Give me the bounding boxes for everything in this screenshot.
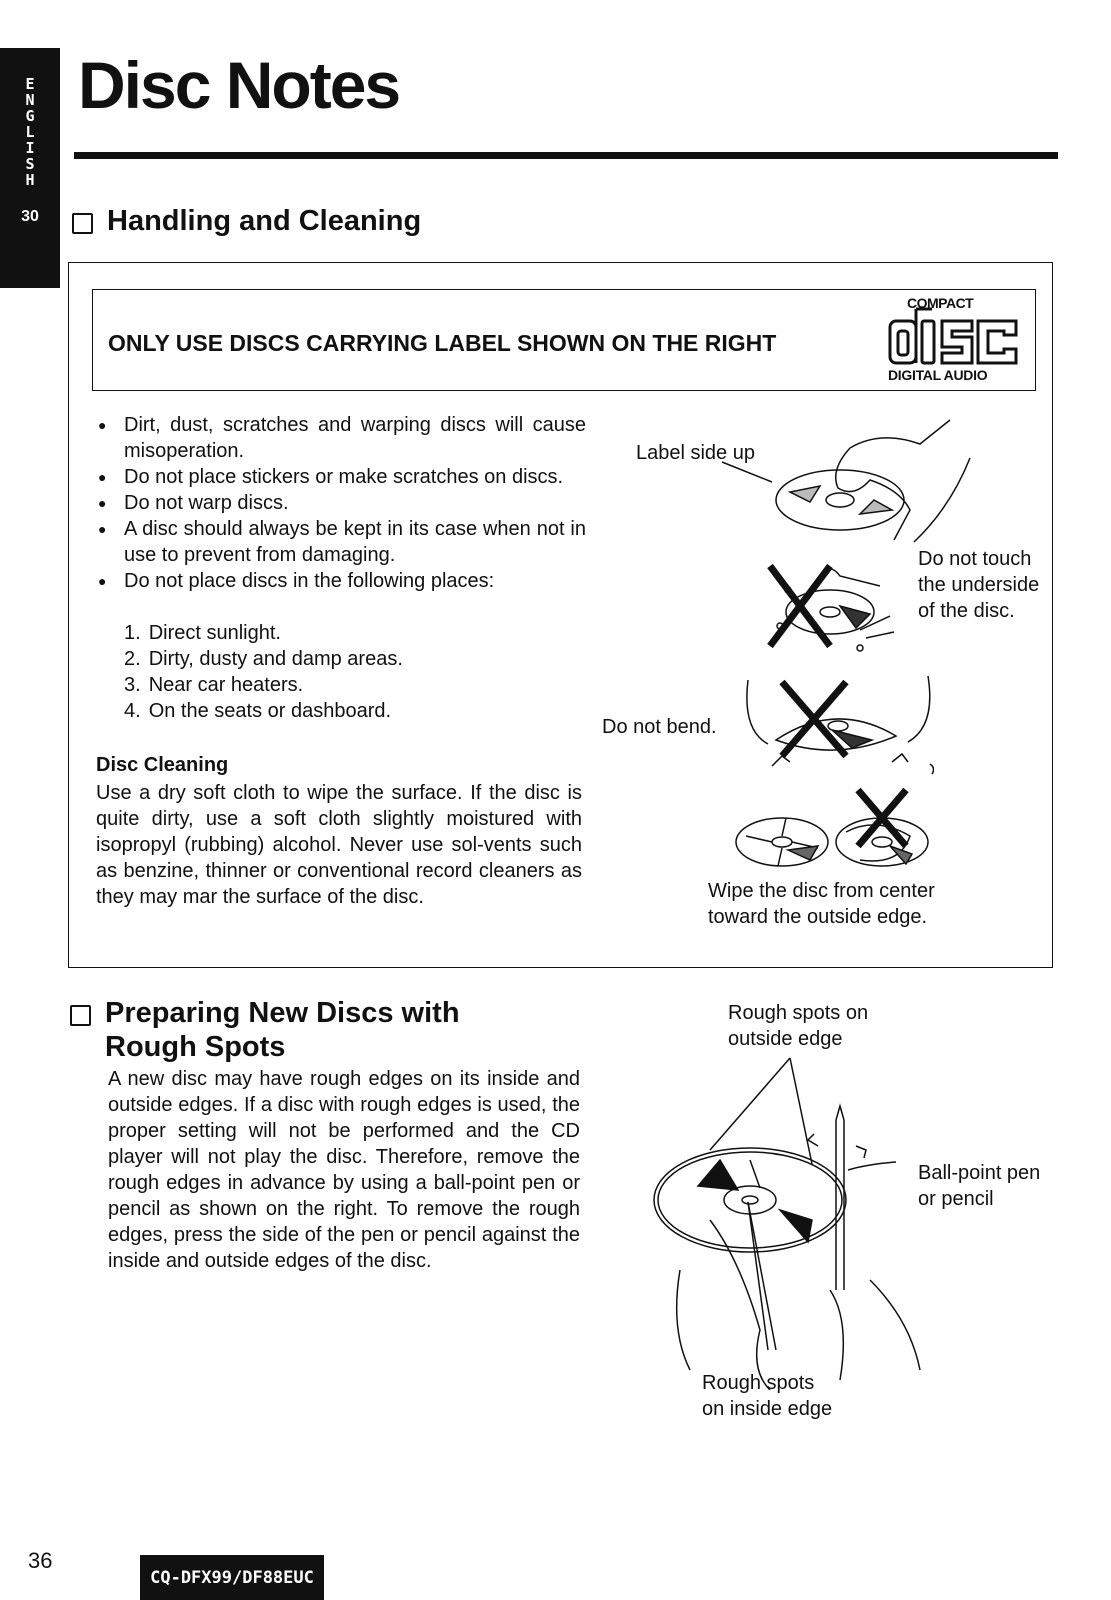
language-letter: L: [25, 123, 35, 141]
caption-line: Rough spots on: [728, 1002, 869, 1024]
checkbox-icon: [72, 213, 93, 234]
language-letter: G: [25, 107, 35, 125]
language-letter: I: [25, 139, 35, 157]
disc-cleaning-text: Use a dry soft cloth to wipe the surface. If the disc is quite dirty, use a soft cloth slightly moistured with isopropyl (rubbing) alcohol. Never use sol-vents such as benzine, thinner or conventional record cleaners as they may mar the surface of the disc.: [96, 782, 582, 908]
list-item: [124, 698, 403, 724]
caption-line: Ball-point pen: [918, 1162, 1041, 1184]
pen-caption: [918, 1160, 1040, 1212]
language-letter: H: [25, 171, 35, 189]
caption-line: the underside: [918, 574, 1040, 596]
language-tab: [0, 48, 60, 288]
language-letter: S: [25, 155, 35, 173]
disc-label-up-illustration: [700, 418, 980, 543]
rough-spots-text: A new disc may have rough edges on its inside and outside edges. If a disc with rough edges is used, the proper setting will not be performed and the CD player will not play the disc. Therefore, remove the rough edges in advance by using a ball-point pen or pencil as shown on the right. To remove the rough edges, press the side of the pen or pencil against the inside and outside edges of the disc.: [108, 1068, 580, 1272]
list-number: 2.: [124, 648, 141, 670]
handling-heading: [72, 204, 421, 238]
disc-cleaning-title: Disc Cleaning: [96, 754, 229, 776]
list-number: 3.: [124, 674, 141, 696]
rough-outside-caption: [728, 1000, 868, 1052]
caption-line: or pencil: [918, 1188, 994, 1210]
caption-line: outside edge: [728, 1028, 843, 1050]
wipe-direction-illustration: [730, 786, 940, 878]
label-notice: ONLY USE DISCS CARRYING LABEL SHOWN ON THE RIGHT: [108, 330, 777, 356]
rough-spots-heading: [70, 996, 460, 1064]
heading-line: Rough Spots: [105, 1031, 286, 1063]
list-item: ● Do not place stickers or make scratches on discs.: [96, 464, 586, 490]
do-not-touch-caption: [918, 546, 1039, 624]
language-letter: N: [25, 91, 35, 109]
list-item: [124, 672, 403, 698]
caption-line: Rough spots: [702, 1372, 815, 1394]
handling-heading-text: Handling and Cleaning: [107, 205, 422, 237]
wipe-caption: [708, 878, 935, 930]
caption-line: on inside edge: [702, 1398, 833, 1420]
list-item: ● Do not place discs in the following places:: [96, 568, 586, 594]
language-letters: [25, 76, 34, 188]
places-list: [124, 620, 403, 724]
list-text: Near car heaters.: [148, 674, 304, 696]
do-not-bend-illustration: [742, 670, 934, 780]
page-number: 36: [28, 1548, 53, 1573]
checkbox-icon: [70, 1005, 91, 1026]
caption-line: Do not touch: [918, 548, 1032, 570]
caption-line: Wipe the disc from center: [708, 880, 935, 902]
rough-spots-illustration: [650, 1050, 950, 1390]
rough-spots-heading-text: [105, 996, 460, 1064]
list-number: 4.: [124, 700, 141, 722]
model-badge: CQ-DFX99/DF88EUC: [140, 1555, 324, 1600]
list-text: Direct sunlight.: [148, 622, 281, 644]
do-not-touch-illustration: [760, 556, 920, 656]
list-number: 1.: [124, 622, 141, 644]
language-letter: E: [25, 75, 35, 93]
label-side-up-caption: Label side up: [636, 442, 755, 464]
list-text: Dirty, dusty and damp areas.: [148, 648, 403, 670]
list-item: ● A disc should always be kept in its case when not in use to prevent from damaging.: [96, 516, 586, 568]
do-not-bend-caption: Do not bend.: [602, 716, 717, 738]
list-item: [124, 620, 403, 646]
list-item: ● Do not warp discs.: [96, 490, 586, 516]
caption-line: toward the outside edge.: [708, 906, 928, 928]
heading-line: Preparing New Discs with: [105, 997, 460, 1029]
list-text: On the seats or dashboard.: [148, 700, 392, 722]
handling-bullets: [96, 412, 586, 594]
logo-compact-text: COMPACT: [907, 295, 974, 311]
rough-inside-caption: [702, 1370, 832, 1422]
logo-digital-audio-text: DIGITAL AUDIO: [888, 367, 988, 383]
list-item: ● Dirt, dust, scratches and warping discs will cause misoperation.: [96, 412, 586, 464]
title-rule: [74, 152, 1058, 159]
section-number: 30: [21, 208, 39, 225]
list-item: [124, 646, 403, 672]
caption-line: of the disc.: [918, 600, 1015, 622]
page-title: Disc Notes: [78, 48, 400, 122]
